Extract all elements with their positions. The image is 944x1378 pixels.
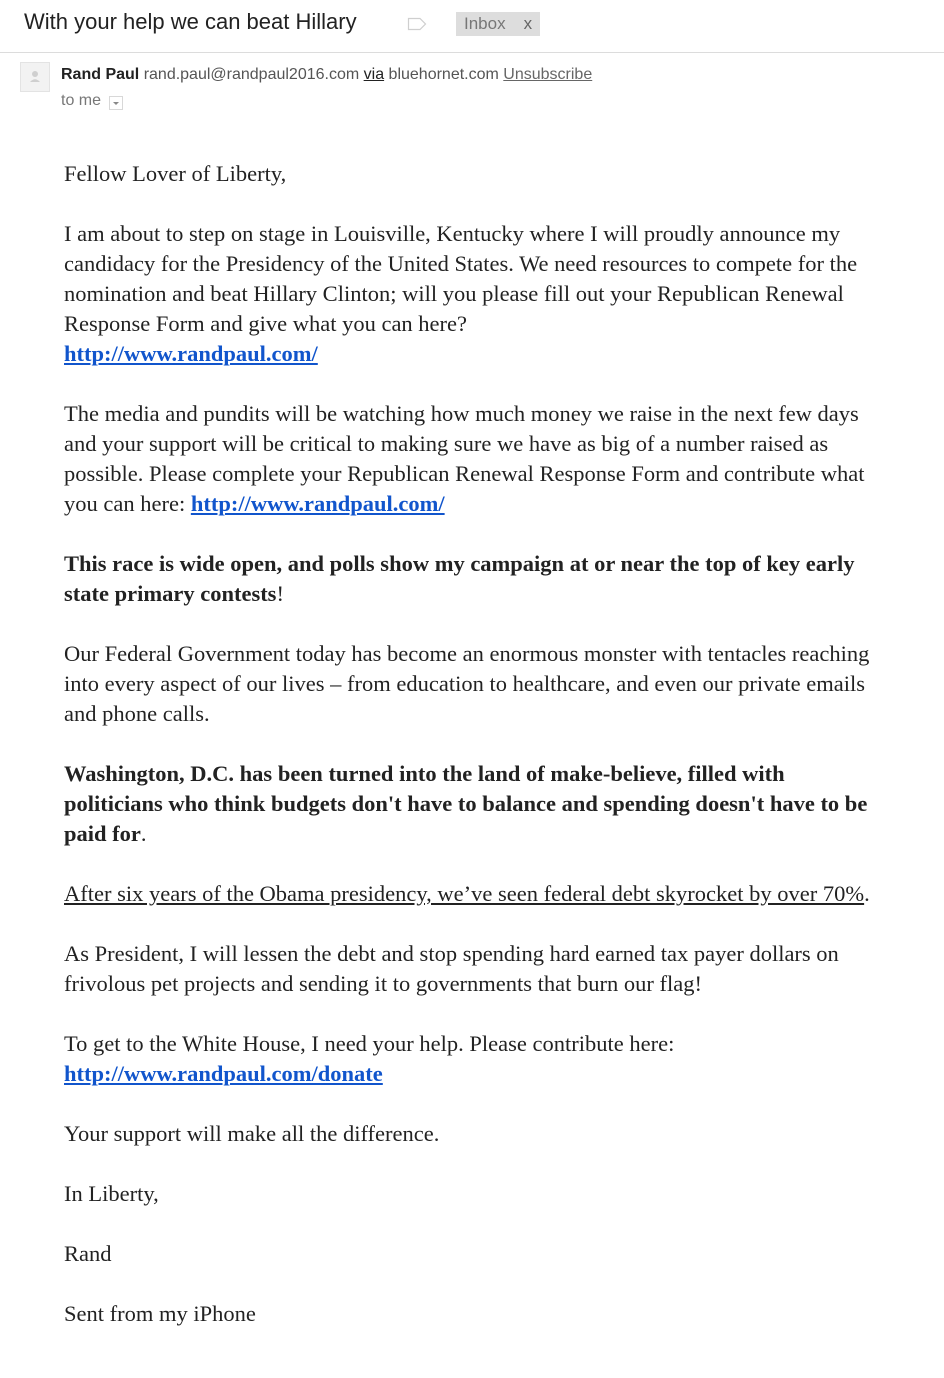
inbox-label-text: Inbox [464,14,506,33]
paragraph-4: Our Federal Government today has become an enormous monster with tentacles reaching into every aspect of our lives – from education to healthcare, and even our private emails and phone calls. [64,641,870,726]
subject-header [0,0,944,53]
donate-link[interactable]: http://www.randpaul.com/donate [64,1061,383,1086]
via-link[interactable]: via [363,66,385,83]
sender-name[interactable]: Rand Paul [61,66,140,83]
paragraph-3-tail: ! [276,581,284,606]
paragraph-9: Your support will make all the difference. [64,1121,440,1146]
sender-line [61,66,592,84]
chevron-down-icon [110,97,122,109]
paragraph-1 [64,219,874,369]
randpaul-link-1[interactable]: http://www.randpaul.com/ [64,341,318,366]
randpaul-link-2[interactable]: http://www.randpaul.com/ [190,491,445,516]
paragraph-6-tail: . [864,881,870,906]
paragraph-5-tail: . [140,821,147,846]
sender-email: rand.paul@randpaul2016.com [143,66,360,83]
paragraph-5 [64,759,874,849]
sender-avatar-icon [20,62,50,92]
label-tag-icon[interactable] [406,16,428,32]
signature: Rand [64,1241,112,1266]
paragraph-8 [64,1029,874,1089]
greeting: Fellow Lover of Liberty, [64,161,287,186]
via-domain: bluehornet.com [388,66,499,83]
show-details-toggle[interactable] [109,96,123,110]
sent-from: Sent from my iPhone [64,1301,256,1326]
paragraph-3-bold: This race is wide open, and polls show my campaign at or near the top of key early state primary contests [64,551,855,606]
paragraph-7: As President, I will lessen the debt and stop spending hard earned tax payer dollars on frivolous pet projects and sending it to governments that burn our flag! [64,941,839,996]
inbox-label-chip[interactable] [456,12,540,36]
recipient-line [61,92,123,110]
paragraph-2 [64,399,874,519]
recipient-text: to me [61,92,102,109]
remove-label-button[interactable]: x [523,14,533,33]
closing: In Liberty, [64,1181,159,1206]
email-body [64,159,874,1359]
paragraph-8-text: To get to the White House, I need your help. Please contribute here: [64,1031,675,1056]
email-subject: With your help we can beat Hillary [24,9,357,34]
paragraph-3 [64,549,874,609]
paragraph-1-text: I am about to step on stage in Louisville, Kentucky where I will proudly announce my candidacy for the Presidency of the United States. We need resources to compete for the nomination and beat Hillary Clinton; will you please fill out your Republican Renewal Response Form and give what you can here? [64,221,858,336]
unsubscribe-link[interactable]: Unsubscribe [503,66,593,83]
paragraph-5-bold: Washington, D.C. has been turned into the land of make-believe, filled with politicians who think budgets don't have to balance and spending doesn't have to be paid for [64,761,868,846]
paragraph-2-text: The media and pundits will be watching how much money we raise in the next few days and your support will be critical to making sure we have as big of a number raised as possible. Please complete your Republican Renewal Response Form and contribute what you can here: [64,401,865,516]
paragraph-6 [64,879,874,909]
paragraph-6-underlined: After six years of the Obama presidency, we’ve seen federal debt skyrocket by over 70% [64,881,865,906]
